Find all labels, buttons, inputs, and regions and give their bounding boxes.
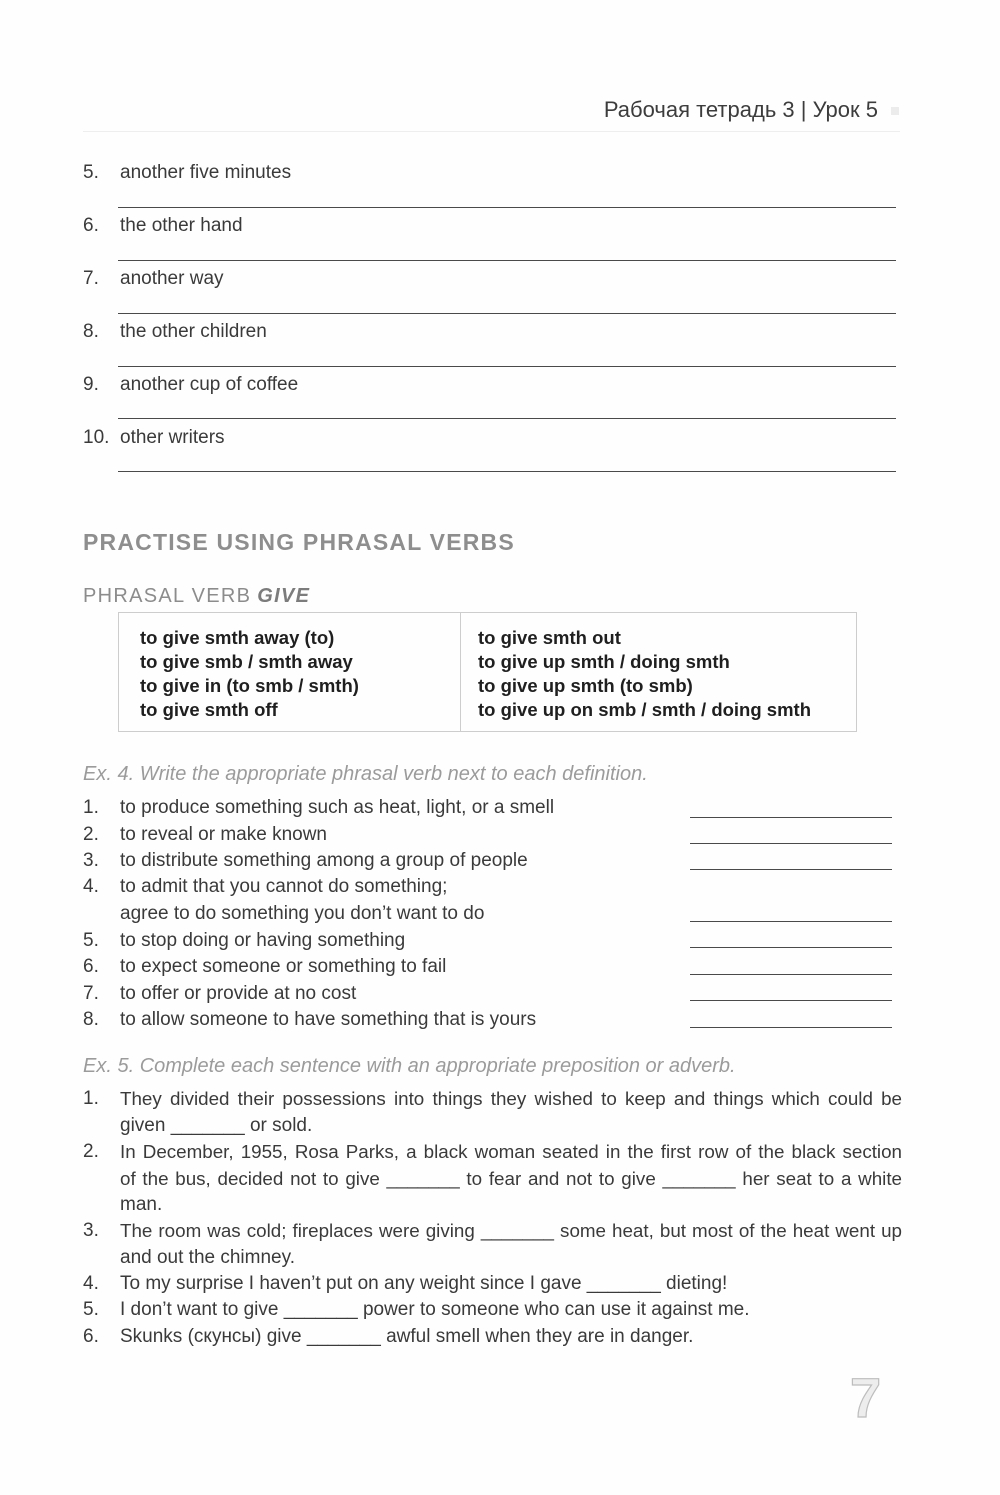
answer-line [118,313,896,314]
table-cell: to give up smth (to smb) [478,675,693,696]
item-number: 9. [83,374,99,395]
ex5-sentence-line: and out the chimney. [120,1247,295,1268]
ex4-answer-line [690,817,892,818]
ex4-item-number: 7. [83,983,99,1004]
ex5-sentence-line: given _______ or sold. [120,1115,313,1136]
ex5-sentence-line: Skunks (скунсы) give _______ awful smell when they are in danger. [120,1326,694,1347]
ex4-answer-line [690,974,892,975]
header-marker-icon [891,107,899,115]
table-cell: to give in (to smb / smth) [140,675,359,696]
ex5-item-number: 1. [83,1088,99,1109]
table-cell: to give up smth / doing smth [478,651,730,672]
ex5-sentence-line: of the bus, decided not to give _______ to fear and not to give _______ her seat to a white [120,1168,902,1189]
ex5-item-number: 3. [83,1220,99,1241]
answer-line [118,260,896,261]
section-title: PRACTISE USING PHRASAL VERBS [83,529,515,555]
ex4-definition: to offer or provide at no cost [120,983,357,1004]
ex5-sentence-line: The room was cold; fireplaces were giving _______ some heat, but most of the heat went up [120,1220,902,1241]
table-column-right [461,613,856,731]
table-cell: to give smth off [140,699,278,720]
item-number: 10. [83,427,110,448]
answer-line [118,418,896,419]
ex5-item-number: 5. [83,1299,99,1320]
item-text: another five minutes [120,162,292,183]
ex4-item-number: 5. [83,930,99,951]
ex5-sentence-line: I don’t want to give _______ power to someone who can use it against me. [120,1299,750,1320]
answer-line [118,207,896,208]
header-divider [83,131,900,132]
page-number: 7 [850,1366,882,1429]
ex4-definition: to allow someone to have something that is yours [120,1009,537,1030]
ex4-definition: to reveal or make known [120,824,327,845]
phrasal-verb-table [118,612,857,732]
ex4-instruction: Ex. 4. Write the appropriate phrasal verb next to each definition. [83,763,648,785]
ex4-item-number: 4. [83,876,99,897]
item-text: another way [120,268,224,289]
table-cell: to give smb / smth away [140,651,353,672]
subsection-title [83,583,310,609]
ex5-item-number: 4. [83,1273,99,1294]
ex4-definition-continued: agree to do something you don’t want to do [120,903,485,924]
ex5-sentence-line: In December, 1955, Rosa Parks, a black woman seated in the first row of the black section [120,1141,902,1162]
ex4-definition: to expect someone or something to fail [120,956,447,977]
item-text: other writers [120,427,225,448]
table-cell: to give smth out [478,627,621,648]
ex4-answer-line [690,921,892,922]
ex4-definition: to produce something such as heat, light, or a smell [120,797,555,818]
ex4-definition: to stop doing or having something [120,930,406,951]
ex4-item-number: 6. [83,956,99,977]
item-text: another cup of coffee [120,374,299,395]
ex4-answer-line [690,869,892,870]
item-number: 7. [83,268,99,289]
ex5-sentence-line: man. [120,1194,163,1215]
ex4-answer-line [690,947,892,948]
ex4-definition: to distribute something among a group of people [120,850,528,871]
ex4-answer-line [690,843,892,844]
table-column-left [119,613,461,731]
ex4-answer-line [690,1000,892,1001]
ex5-sentence-line: They divided their possessions into things they wished to keep and things which could be [120,1088,902,1109]
page-header-title: Рабочая тетрадь 3 | Урок 5 [603,97,878,122]
item-number: 5. [83,162,99,183]
table-cell: to give smth away (to) [140,627,335,648]
ex5-instruction: Ex. 5. Complete each sentence with an appropriate preposition or adverb. [83,1055,736,1077]
ex4-item-number: 8. [83,1009,99,1030]
answer-line [118,471,896,472]
ex5-item-number: 6. [83,1326,99,1347]
subsection-prefix: PHRASAL VERB [83,585,252,607]
table-cell: to give up on smb / smth / doing smth [478,699,811,720]
subsection-verb: GIVE [257,585,311,607]
ex4-definition: to admit that you cannot do something; [120,876,448,897]
ex4-item-number: 1. [83,797,99,818]
item-number: 8. [83,321,99,342]
ex4-answer-line [690,1027,892,1028]
answer-line [118,366,896,367]
item-text: the other children [120,321,267,342]
item-text: the other hand [120,215,243,236]
item-number: 6. [83,215,99,236]
ex5-sentence-line: To my surprise I haven’t put on any weight since I gave _______ dieting! [120,1273,728,1294]
ex4-item-number: 3. [83,850,99,871]
ex5-item-number: 2. [83,1141,99,1162]
ex4-item-number: 2. [83,824,99,845]
